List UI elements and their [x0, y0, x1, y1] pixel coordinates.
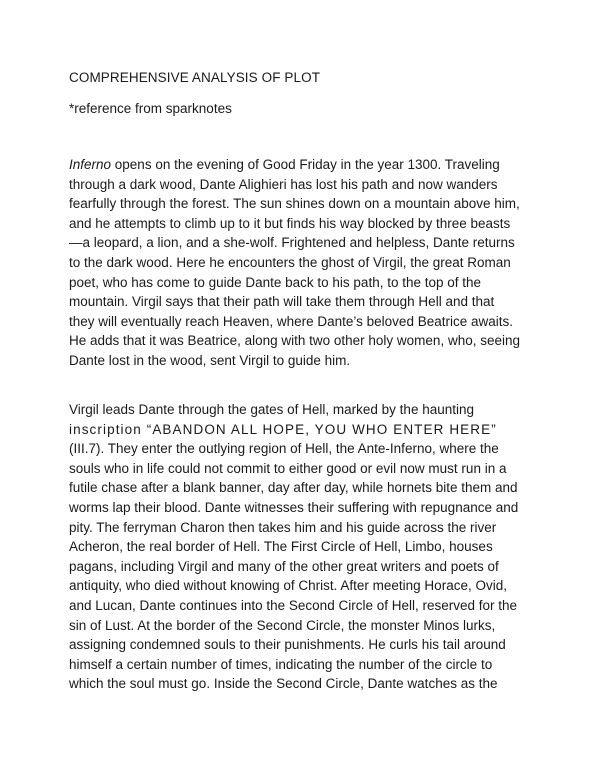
- paragraph-line: Acheron, the real border of Hell. The First Circle of Hell, Limbo, houses: [69, 539, 493, 555]
- paragraph-line: and he attempts to climb up to it but finds his way blocked by three beasts: [69, 215, 511, 231]
- paragraph-line: assigning condemned souls to their punishments. He curls his tail around: [69, 637, 506, 653]
- paragraph-1: [69, 155, 539, 371]
- paragraph-line: which the soul must go. Inside the Second Circle, Dante watches as the: [69, 676, 498, 692]
- italic-title: Inferno: [69, 157, 112, 172]
- paragraph-2: [69, 400, 547, 694]
- paragraph-line: sin of Lust. At the border of the Second Circle, the monster Minos lurks,: [69, 617, 496, 633]
- paragraph-line: fearfully through the forest. The sun shines down on a mountain above him,: [69, 196, 520, 212]
- paragraph-line: souls who in life could not commit to either good or evil now must run in a: [69, 460, 507, 476]
- paragraph-line: —a leopard, a lion, and a she-wolf. Frightened and helpless, Dante returns: [69, 235, 515, 251]
- paragraph-line: He adds that it was Beatrice, along with two other holy women, who, seeing: [69, 333, 520, 349]
- paragraph-line: antiquity, who died without knowing of Christ. After meeting Horace, Ovid,: [69, 578, 507, 594]
- paragraph-line: mountain. Virgil says that their path will take them through Hell and that: [69, 294, 495, 310]
- paragraph-line: himself a certain number of times, indicating the number of the circle to: [69, 656, 493, 672]
- paragraph-line: inscription “ABANDON ALL HOPE, YOU WHO ENTER HERE”: [69, 421, 497, 437]
- paragraph-line: through a dark wood, Dante Alighieri has lost his path and now wanders: [69, 176, 498, 192]
- reference-note: *reference from sparknotes: [69, 101, 232, 116]
- paragraph-line: worms lap their blood. Dante witnesses their suffering with repugnance and: [69, 499, 519, 515]
- document-title: COMPREHENSIVE ANALYSIS OF PLOT: [69, 70, 321, 85]
- paragraph-line: poet, who has come to guide Dante back to his path, to the top of the: [69, 274, 482, 290]
- paragraph-line: pagans, including Virgil and many of the other great writers and poets of: [69, 558, 499, 574]
- paragraph-line: to the dark wood. Here he encounters the ghost of Virgil, the great Roman: [69, 254, 511, 270]
- paragraph-line: Inferno opens on the evening of Good Friday in the year 1300. Traveling: [69, 157, 500, 172]
- paragraph-line: Virgil leads Dante through the gates of Hell, marked by the haunting: [69, 402, 474, 417]
- paragraph-line: futile chase after a blank banner, day after day, while hornets bite them and: [69, 480, 518, 496]
- paragraph-line: Dante lost in the wood, sent Virgil to guide him.: [69, 352, 351, 368]
- paragraph-line: pity. The ferryman Charon then takes him and his guide across the river: [69, 519, 497, 535]
- paragraph-line: and Lucan, Dante continues into the Second Circle of Hell, reserved for the: [69, 597, 518, 613]
- paragraph-line: (III.7). They enter the outlying region of Hell, the Ante-Inferno, where the: [69, 441, 499, 457]
- paragraph-line: they will eventually reach Heaven, where Dante’s beloved Beatrice awaits.: [69, 313, 513, 329]
